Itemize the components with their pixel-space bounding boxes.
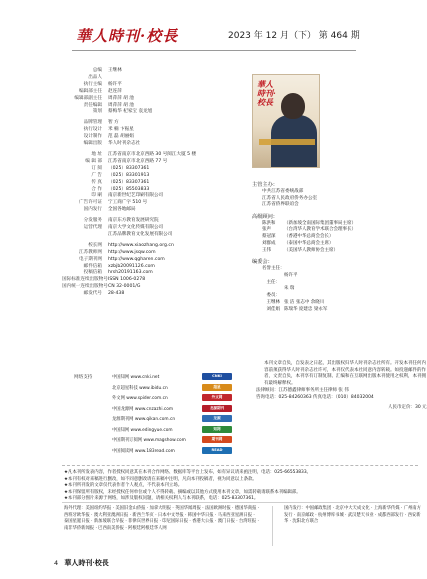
star-note: ★本刊保留所有版权，未经授权任何单位或个人不得转载、摘编或以其他方式使用本刊文章，如需转载请联系本刊编辑部。 xyxy=(64,489,301,495)
network-site: 北京超星科技 www.ibidu.cn xyxy=(112,385,168,391)
masthead-row xyxy=(62,152,202,159)
masthead-value: 范 磊 胡丽娟 xyxy=(108,134,134,140)
masthead-row xyxy=(62,232,202,239)
consultant-row xyxy=(252,241,422,248)
masthead-label: 合 作 xyxy=(91,186,102,192)
host-item: 中共江苏省委统战部 xyxy=(262,189,304,194)
network-site: 中国龙源网 www.cnzazhi.com xyxy=(112,406,174,412)
consultant-role: （泰国中华总商会主席） xyxy=(284,240,334,246)
masthead-value: http://www.jsqw.com xyxy=(108,249,156,255)
masthead-value: 江苏省南京市北京西路 30 号阅江大厦 5 楼 xyxy=(108,151,197,157)
consultant-role: （新加坡全南国际集团董事局主席） xyxy=(284,220,356,226)
masthead-row xyxy=(62,257,202,264)
masthead-label: 编辑出版 xyxy=(83,141,102,147)
editorial-row xyxy=(252,307,422,314)
masthead-label: 编辑部副主任 xyxy=(74,95,102,101)
cover-figure-head xyxy=(281,93,305,119)
masthead-label: 品牌管理 xyxy=(83,120,102,126)
masthead-label: 编 辑 部 xyxy=(85,158,102,164)
cover-band xyxy=(259,139,315,145)
masthead-row xyxy=(62,291,202,298)
network-logo: CNKI xyxy=(202,373,232,380)
masthead-label: 编辑部主任 xyxy=(79,88,102,94)
domestic-agents xyxy=(284,506,424,526)
page-number: 4 xyxy=(54,559,59,567)
star-note: ★本刊所刊发的文章仅代表作者个人观点，不代表本刊立场。 xyxy=(64,483,183,489)
consultant-name: 陈洪和 xyxy=(262,220,276,226)
masthead-value: 杨许平 xyxy=(108,81,122,87)
legal-advisor: 法律顾问：江苏德鑫律师事务所主任律师 张 伟 xyxy=(256,387,349,393)
masthead-value: （025）83307361 xyxy=(108,179,150,185)
network-logo: 外文网 xyxy=(202,394,232,401)
editorial-title: 编委会： xyxy=(252,259,273,266)
network-logo: READ xyxy=(202,447,232,454)
editorial-row xyxy=(252,266,422,273)
masthead-value: 南京新世纪艺印刷有限公司 xyxy=(108,193,164,199)
consultant-role: （台湾华人教育学术联合会理事长） xyxy=(284,227,356,233)
editorial-members: 张 洁 张志中 余晓川 xyxy=(284,299,325,305)
divider-solid xyxy=(62,502,418,503)
masthead-value: xzbjb20091126.com xyxy=(108,263,155,269)
network-logo: 龙源期刊 xyxy=(202,405,232,412)
masthead-value: （025）83301913 xyxy=(108,172,150,178)
editorial-name: 主任： xyxy=(266,279,280,285)
masthead-label: 订 阅 xyxy=(91,165,102,171)
copyright-notice xyxy=(256,361,426,401)
network-site: 中国知网 www.cnki.net xyxy=(112,375,160,380)
masthead-row xyxy=(62,207,202,214)
consultant-name: 张声 xyxy=(262,227,271,233)
masthead-label: 校长网 xyxy=(88,242,102,248)
overseas-body: 美国纽约华报 · 美国旧金山侨报 · 加拿大明报 · 英国华闻周报 · 法国欧洲时报 · 德国华商报 · 西班牙欧华报 · 澳大利亚澳洲日报 · 新西兰华页 · 日本中文导报 · 韩国中华日报 · 马来西亚星洲日报 · 泰国星暹日报 · 新加坡联合早报 · 菲律宾世界日报 · 印尼国际日报 · 香港大公报 · 澳门日报 · 台湾旺报 · 南非华侨新闻报 · 巴西南美侨报 · 阿根廷阿根廷华人网 xyxy=(64,506,260,531)
masthead-row xyxy=(62,173,202,180)
star-note: ★凡本刊所发表内容，作者授权同意其在本刊合作网络、数据库等平台上发布，如有异议请来函注明，电话：025-66553833。 xyxy=(64,470,312,475)
masthead-label: 江苏教师网 xyxy=(79,249,102,255)
masthead-label: 国际标准连续出版物号 xyxy=(62,277,108,283)
page-footer xyxy=(54,558,109,568)
host-title: 主管主办： xyxy=(252,182,278,188)
network-logo: 期刊网 xyxy=(202,436,232,443)
editorial-name: 委员： xyxy=(266,293,280,299)
network-site: 中国知网 www.edingyue.com xyxy=(112,427,173,433)
editorial-row xyxy=(252,280,422,287)
consultant-role: （香港中华总商会会长） xyxy=(284,234,334,240)
header-rule xyxy=(72,50,356,51)
host-item: 江苏省侨界联谊会 xyxy=(262,202,299,208)
editorial-members: 陈瑞华 庞建忠 梁永军 xyxy=(284,306,328,312)
masthead-label: 印 刷 xyxy=(91,193,102,199)
masthead-label: 投稿信箱 xyxy=(83,270,102,276)
footer-brand: 華人時刊·校長 xyxy=(64,558,109,567)
host-section xyxy=(252,182,422,313)
masthead-value: 王继林 xyxy=(108,68,122,73)
network-site: 龙源期刊网 www.qikan.com.cn xyxy=(112,417,176,422)
masthead-row xyxy=(62,218,202,225)
consultant-title: 高级顾问： xyxy=(252,213,278,220)
masthead-row xyxy=(62,82,202,89)
masthead-label: 责任编辑 xyxy=(83,102,102,108)
network-site: 外文网 www.spider.com.cn xyxy=(112,396,168,401)
domestic-body: 中国邮政集团 · 北京中大天成文化 · 上海新华传媒 · 广州南方发行 · 南京邮政 · 杭州博库书城 · 武汉楚天书业 · 成都西部发行 · 西安新华 · 沈阳北方联合 xyxy=(284,506,421,525)
masthead-value: 赵连萍 xyxy=(108,88,122,94)
masthead-value: 周萍萍 胡 池 xyxy=(108,95,134,101)
masthead-value: 蔡梅华 杞家宝 袁龙旭 xyxy=(108,109,153,115)
network-site: 中国阅读网 www.183read.com xyxy=(112,448,175,454)
masthead-row xyxy=(62,250,202,257)
network-logo: 超星 xyxy=(202,384,232,391)
editorial-members: 朱 瑞 xyxy=(284,286,295,292)
masthead-label: 执行设计 xyxy=(83,127,102,133)
masthead-label: 出品人 xyxy=(88,74,102,80)
domestic-title: 国内发行： xyxy=(284,506,306,511)
masthead-row xyxy=(62,243,202,250)
masthead-value: 南京东方教育发展研究院 xyxy=(108,218,159,224)
editorial-name: 刘佳娟 xyxy=(266,306,280,312)
masthead-value: ISSN 1006-0278 xyxy=(108,277,146,283)
host-item: 江苏省人民政府侨务办公室 xyxy=(262,195,318,201)
masthead-row xyxy=(62,159,202,166)
masthead-row xyxy=(62,89,202,96)
masthead-value: 全国各地邮局 xyxy=(108,207,136,213)
legal-phone: 咨询电话：025-84260363 传真电话：（010）84032004 xyxy=(256,394,374,400)
masthead-label: 国内发行 xyxy=(83,207,102,213)
masthead-row xyxy=(62,284,202,291)
masthead-row xyxy=(62,109,202,116)
masthead-value: 江苏省南京市北京西路 77 号 xyxy=(108,158,168,164)
masthead-row xyxy=(62,75,202,82)
masthead-label: 总编 xyxy=(92,68,102,73)
page-header xyxy=(0,0,427,60)
cover-brand: 華人時刊·校長 xyxy=(257,79,276,107)
masthead-value: 宁工商广字 510 号 xyxy=(108,200,148,206)
network-label: 网络支持 xyxy=(74,375,93,380)
masthead-value: 江苏品牌教育文化发展有限公司 xyxy=(108,231,173,237)
masthead-row xyxy=(62,141,202,148)
editorial-row xyxy=(252,273,422,280)
masthead-label: 设计制作 xyxy=(83,134,102,140)
price: 人民币定价：30 元 xyxy=(388,405,427,410)
masthead-value: （025）83307361 xyxy=(108,165,150,171)
masthead-label: 传 真 xyxy=(91,179,102,185)
masthead-label: 分发服务 xyxy=(83,218,102,224)
masthead-label: 广告许可证 xyxy=(79,200,102,206)
star-note: ★本刊部分图片来源于网络，如涉及版权问题，请相关权利人与本刊联系，电话：025-83307361。 xyxy=(64,496,259,502)
masthead-label: 国内统一连续出版物号 xyxy=(62,284,108,290)
masthead xyxy=(62,68,202,298)
masthead-value: 智 方 xyxy=(108,120,119,126)
masthead-value: CN 32-0001/G xyxy=(108,284,141,290)
notice-body: 本刊文章自负，自发表之日起，其出版权归华人时刊杂志社所有。开发本刊任何内容前须获得华人时刊杂志社许可，本刊仅代表本社同意内容转载。如投递邮件的作者，文责自负，本刊享有订制复制、汇编和在互联网出版本刊使用之权利，本刊拥有最终解释权。 xyxy=(264,361,426,387)
star-notes xyxy=(64,470,424,503)
masthead-label: 地 址 xyxy=(91,151,102,157)
masthead-value: （025）85503833 xyxy=(108,186,150,192)
masthead-value: hrsh20191163.com xyxy=(108,270,153,276)
masthead-label: 执行主编 xyxy=(83,81,102,87)
magazine-brand: 華人時刊·校長 xyxy=(76,27,179,45)
masthead-label: 电子期刊网 xyxy=(79,256,102,262)
editorial-name: 名誉主任： xyxy=(262,266,285,272)
overseas-title: 海外代理： xyxy=(64,506,86,511)
masthead-row xyxy=(62,180,202,187)
masthead-value: http://www.xiaozhang.org.cn xyxy=(108,242,174,248)
editorial-row xyxy=(252,293,422,300)
masthead-label: 邮发代号 xyxy=(83,291,102,297)
masthead-label: 运营代理 xyxy=(83,225,102,231)
masthead-label: 邮件信箱 xyxy=(83,263,102,269)
editorial-name: 王继林 xyxy=(266,299,280,305)
masthead-row xyxy=(62,96,202,103)
masthead-row xyxy=(62,166,202,173)
consultant-name: 刘群成 xyxy=(262,240,276,246)
editorial-members: 杨许平 xyxy=(284,273,298,278)
divider-dashed xyxy=(62,465,418,466)
masthead-value: 华人时刊杂志社 xyxy=(108,141,141,147)
masthead-value: 米 楠 卞振星 xyxy=(108,127,134,133)
masthead-label: 广 告 xyxy=(91,172,102,178)
masthead-value: 28-438 xyxy=(108,291,125,297)
masthead-value: 周萍萍 胡 池 xyxy=(108,102,134,108)
editorial-row xyxy=(252,300,422,307)
consultant-name: 蔡冠深 xyxy=(262,234,276,240)
masthead-row xyxy=(62,225,202,232)
masthead-row xyxy=(62,68,202,75)
network-logo: 龙源 xyxy=(202,415,232,422)
consultant-row xyxy=(252,248,422,255)
consultant-row xyxy=(252,234,422,241)
network-site: 中国期刊订阅网 www.magshow.com xyxy=(112,438,186,443)
editorial-name xyxy=(262,273,284,280)
masthead-label: 策划 xyxy=(92,109,102,115)
issue-info: 2023 年 12 月（下） 第 464 期 xyxy=(228,31,360,41)
masthead-value: http://www.qgharen.com xyxy=(108,256,165,262)
consultant-role: （美国华人教师协会主席） xyxy=(284,247,338,253)
consultant-row xyxy=(252,227,422,234)
column-divider xyxy=(272,506,273,546)
overseas-agents xyxy=(64,506,260,532)
star-note: ★本刊有权对来稿进行删改，如不同意删改请在来稿中注明，凡向本刊投稿者，视为同意以上条款。 xyxy=(64,476,257,482)
cover-image xyxy=(252,74,320,168)
masthead-value: 南京大学文化传媒有限公司 xyxy=(108,225,164,231)
consultant-name: 王伟 xyxy=(262,247,271,253)
masthead-label xyxy=(62,232,108,239)
network-logo: 知网 xyxy=(202,426,232,433)
